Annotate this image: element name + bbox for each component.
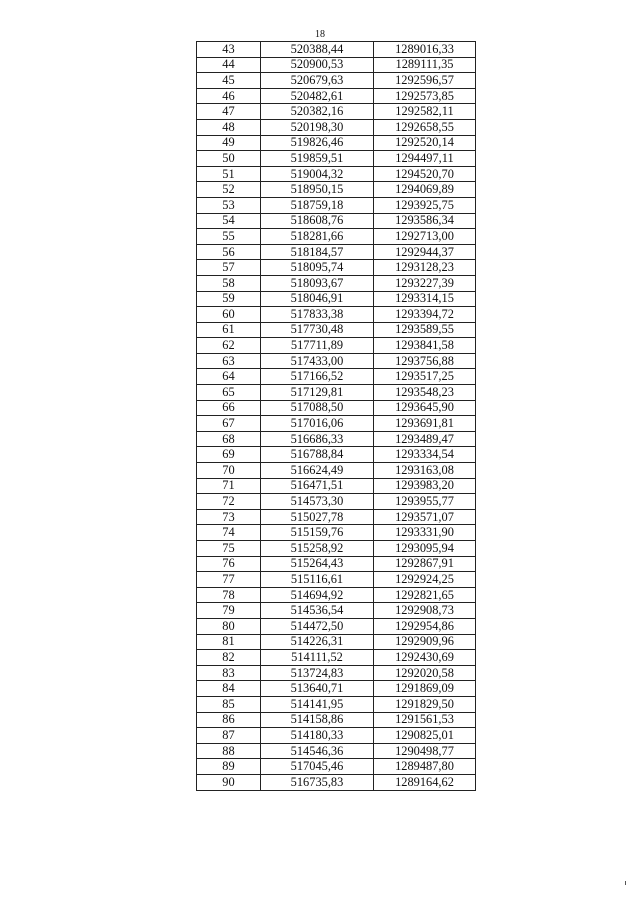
point-number-cell: 75 [197, 541, 261, 557]
point-number-cell: 65 [197, 385, 261, 401]
x-coordinate-cell: 514180,33 [261, 728, 374, 744]
x-coordinate-cell: 514158,86 [261, 712, 374, 728]
page-number: 18 [315, 29, 325, 40]
x-coordinate-cell: 518608,76 [261, 213, 374, 229]
y-coordinate-cell: 1293128,23 [374, 260, 476, 276]
y-coordinate-cell: 1291561,53 [374, 712, 476, 728]
y-coordinate-cell: 1292596,57 [374, 73, 476, 89]
x-coordinate-cell: 520388,44 [261, 42, 374, 58]
point-number-cell: 46 [197, 88, 261, 104]
point-number-cell: 74 [197, 525, 261, 541]
point-number-cell: 48 [197, 119, 261, 135]
table-row [197, 88, 476, 104]
point-number-cell: 69 [197, 447, 261, 463]
x-coordinate-cell: 517730,48 [261, 322, 374, 338]
point-number-cell: 51 [197, 166, 261, 182]
x-coordinate-cell: 520679,63 [261, 73, 374, 89]
coordinates-table-body [197, 42, 476, 791]
y-coordinate-cell: 1292520,14 [374, 135, 476, 151]
x-coordinate-cell: 513640,71 [261, 681, 374, 697]
x-coordinate-cell: 520482,61 [261, 88, 374, 104]
y-coordinate-cell: 1292020,58 [374, 665, 476, 681]
table-row [197, 696, 476, 712]
table-row [197, 541, 476, 557]
point-number-cell: 70 [197, 463, 261, 479]
x-coordinate-cell: 519826,46 [261, 135, 374, 151]
y-coordinate-cell: 1289016,33 [374, 42, 476, 58]
x-coordinate-cell: 515258,92 [261, 541, 374, 557]
x-coordinate-cell: 514472,50 [261, 618, 374, 634]
y-coordinate-cell: 1293489,47 [374, 431, 476, 447]
x-coordinate-cell: 515116,61 [261, 572, 374, 588]
x-coordinate-cell: 518184,57 [261, 244, 374, 260]
y-coordinate-cell: 1292954,86 [374, 618, 476, 634]
point-number-cell: 86 [197, 712, 261, 728]
table-row [197, 73, 476, 89]
y-coordinate-cell: 1293983,20 [374, 478, 476, 494]
x-coordinate-cell: 514536,54 [261, 603, 374, 619]
y-coordinate-cell: 1293571,07 [374, 509, 476, 525]
table-row [197, 759, 476, 775]
y-coordinate-cell: 1291869,09 [374, 681, 476, 697]
y-coordinate-cell: 1292821,65 [374, 587, 476, 603]
table-row [197, 463, 476, 479]
x-coordinate-cell: 515264,43 [261, 556, 374, 572]
y-coordinate-cell: 1293955,77 [374, 494, 476, 510]
table-row [197, 182, 476, 198]
point-number-cell: 49 [197, 135, 261, 151]
point-number-cell: 90 [197, 774, 261, 790]
x-coordinate-cell: 517433,00 [261, 353, 374, 369]
x-coordinate-cell: 514141,95 [261, 696, 374, 712]
table-row [197, 665, 476, 681]
x-coordinate-cell: 517166,52 [261, 369, 374, 385]
point-number-cell: 63 [197, 353, 261, 369]
table-row [197, 229, 476, 245]
table-row [197, 166, 476, 182]
table-row [197, 244, 476, 260]
y-coordinate-cell: 1293314,15 [374, 291, 476, 307]
y-coordinate-cell: 1293095,94 [374, 541, 476, 557]
x-coordinate-cell: 520900,53 [261, 57, 374, 73]
table-row [197, 291, 476, 307]
y-coordinate-cell: 1293691,81 [374, 416, 476, 432]
table-row [197, 260, 476, 276]
table-row [197, 743, 476, 759]
table-row [197, 681, 476, 697]
point-number-cell: 53 [197, 197, 261, 213]
point-number-cell: 83 [197, 665, 261, 681]
point-number-cell: 82 [197, 650, 261, 666]
table-row [197, 525, 476, 541]
table-row [197, 385, 476, 401]
y-coordinate-cell: 1292867,91 [374, 556, 476, 572]
point-number-cell: 88 [197, 743, 261, 759]
point-number-cell: 61 [197, 322, 261, 338]
y-coordinate-cell: 1293163,08 [374, 463, 476, 479]
y-coordinate-cell: 1292944,37 [374, 244, 476, 260]
point-number-cell: 67 [197, 416, 261, 432]
y-coordinate-cell: 1293925,75 [374, 197, 476, 213]
point-number-cell: 43 [197, 42, 261, 58]
y-coordinate-cell: 1293586,34 [374, 213, 476, 229]
y-coordinate-cell: 1293227,39 [374, 275, 476, 291]
y-coordinate-cell: 1294069,89 [374, 182, 476, 198]
table-row [197, 104, 476, 120]
y-coordinate-cell: 1292582,11 [374, 104, 476, 120]
table-row [197, 447, 476, 463]
y-coordinate-cell: 1293334,54 [374, 447, 476, 463]
point-number-cell: 56 [197, 244, 261, 260]
point-number-cell: 72 [197, 494, 261, 510]
y-coordinate-cell: 1293841,58 [374, 338, 476, 354]
point-number-cell: 45 [197, 73, 261, 89]
y-coordinate-cell: 1291829,50 [374, 696, 476, 712]
table-row [197, 728, 476, 744]
x-coordinate-cell: 520198,30 [261, 119, 374, 135]
x-coordinate-cell: 514226,31 [261, 634, 374, 650]
point-number-cell: 66 [197, 400, 261, 416]
point-number-cell: 76 [197, 556, 261, 572]
point-number-cell: 55 [197, 229, 261, 245]
point-number-cell: 81 [197, 634, 261, 650]
table-row [197, 353, 476, 369]
table-row [197, 572, 476, 588]
point-number-cell: 64 [197, 369, 261, 385]
y-coordinate-cell: 1292658,55 [374, 119, 476, 135]
x-coordinate-cell: 518950,15 [261, 182, 374, 198]
x-coordinate-cell: 520382,16 [261, 104, 374, 120]
y-coordinate-cell: 1293589,55 [374, 322, 476, 338]
point-number-cell: 44 [197, 57, 261, 73]
point-number-cell: 73 [197, 509, 261, 525]
x-coordinate-cell: 515027,78 [261, 509, 374, 525]
point-number-cell: 68 [197, 431, 261, 447]
table-row [197, 307, 476, 323]
x-coordinate-cell: 516624,49 [261, 463, 374, 479]
table-row [197, 556, 476, 572]
x-coordinate-cell: 517833,38 [261, 307, 374, 323]
x-coordinate-cell: 517045,46 [261, 759, 374, 775]
y-coordinate-cell: 1290498,77 [374, 743, 476, 759]
scan-mark [625, 881, 626, 885]
y-coordinate-cell: 1290825,01 [374, 728, 476, 744]
y-coordinate-cell: 1293517,25 [374, 369, 476, 385]
y-coordinate-cell: 1294520,70 [374, 166, 476, 182]
point-number-cell: 60 [197, 307, 261, 323]
y-coordinate-cell: 1292908,73 [374, 603, 476, 619]
table-row [197, 151, 476, 167]
point-number-cell: 87 [197, 728, 261, 744]
y-coordinate-cell: 1292924,25 [374, 572, 476, 588]
point-number-cell: 89 [197, 759, 261, 775]
table-row [197, 135, 476, 151]
table-row [197, 42, 476, 58]
table-row [197, 509, 476, 525]
table-row [197, 213, 476, 229]
point-number-cell: 52 [197, 182, 261, 198]
y-coordinate-cell: 1292430,69 [374, 650, 476, 666]
x-coordinate-cell: 513724,83 [261, 665, 374, 681]
table-row [197, 712, 476, 728]
y-coordinate-cell: 1293331,90 [374, 525, 476, 541]
table-row [197, 431, 476, 447]
table-row [197, 322, 476, 338]
x-coordinate-cell: 516471,51 [261, 478, 374, 494]
table-row [197, 416, 476, 432]
point-number-cell: 62 [197, 338, 261, 354]
y-coordinate-cell: 1293394,72 [374, 307, 476, 323]
table-row [197, 587, 476, 603]
x-coordinate-cell: 514546,36 [261, 743, 374, 759]
table-row [197, 197, 476, 213]
x-coordinate-cell: 517016,06 [261, 416, 374, 432]
point-number-cell: 79 [197, 603, 261, 619]
y-coordinate-cell: 1293756,88 [374, 353, 476, 369]
table-row [197, 369, 476, 385]
table-row [197, 618, 476, 634]
y-coordinate-cell: 1294497,11 [374, 151, 476, 167]
table-row [197, 275, 476, 291]
table-row [197, 634, 476, 650]
y-coordinate-cell: 1293548,23 [374, 385, 476, 401]
y-coordinate-cell: 1292573,85 [374, 88, 476, 104]
y-coordinate-cell: 1293645,90 [374, 400, 476, 416]
x-coordinate-cell: 516788,84 [261, 447, 374, 463]
y-coordinate-cell: 1292909,96 [374, 634, 476, 650]
table-row [197, 338, 476, 354]
x-coordinate-cell: 519004,32 [261, 166, 374, 182]
point-number-cell: 80 [197, 618, 261, 634]
point-number-cell: 59 [197, 291, 261, 307]
table-row [197, 478, 476, 494]
point-number-cell: 57 [197, 260, 261, 276]
x-coordinate-cell: 514111,52 [261, 650, 374, 666]
x-coordinate-cell: 517711,89 [261, 338, 374, 354]
point-number-cell: 47 [197, 104, 261, 120]
x-coordinate-cell: 518093,67 [261, 275, 374, 291]
table-row [197, 494, 476, 510]
point-number-cell: 77 [197, 572, 261, 588]
point-number-cell: 71 [197, 478, 261, 494]
table-row [197, 650, 476, 666]
y-coordinate-cell: 1289164,62 [374, 774, 476, 790]
point-number-cell: 58 [197, 275, 261, 291]
y-coordinate-cell: 1289111,35 [374, 57, 476, 73]
table-row [197, 57, 476, 73]
point-number-cell: 84 [197, 681, 261, 697]
table-row [197, 603, 476, 619]
point-number-cell: 50 [197, 151, 261, 167]
point-number-cell: 78 [197, 587, 261, 603]
table-row [197, 774, 476, 790]
x-coordinate-cell: 517088,50 [261, 400, 374, 416]
x-coordinate-cell: 518095,74 [261, 260, 374, 276]
x-coordinate-cell: 514573,30 [261, 494, 374, 510]
x-coordinate-cell: 518046,91 [261, 291, 374, 307]
table-row [197, 119, 476, 135]
x-coordinate-cell: 518759,18 [261, 197, 374, 213]
x-coordinate-cell: 516735,83 [261, 774, 374, 790]
x-coordinate-cell: 517129,81 [261, 385, 374, 401]
x-coordinate-cell: 516686,33 [261, 431, 374, 447]
y-coordinate-cell: 1292713,00 [374, 229, 476, 245]
point-number-cell: 54 [197, 213, 261, 229]
x-coordinate-cell: 519859,51 [261, 151, 374, 167]
point-number-cell: 85 [197, 696, 261, 712]
table-row [197, 400, 476, 416]
coordinates-table [196, 41, 476, 791]
y-coordinate-cell: 1289487,80 [374, 759, 476, 775]
x-coordinate-cell: 518281,66 [261, 229, 374, 245]
x-coordinate-cell: 514694,92 [261, 587, 374, 603]
x-coordinate-cell: 515159,76 [261, 525, 374, 541]
